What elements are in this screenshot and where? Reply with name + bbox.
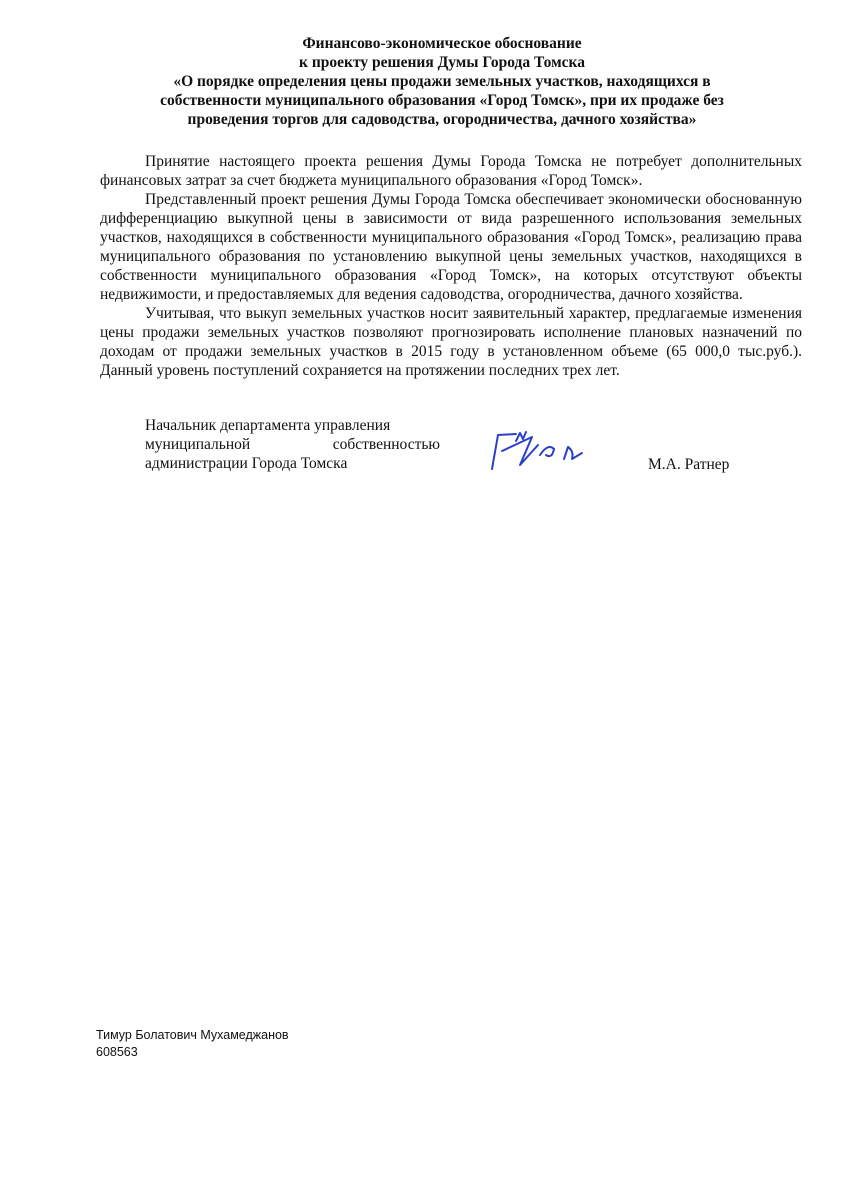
executor-phone: 608563 <box>96 1045 138 1059</box>
handwritten-signature <box>482 425 592 475</box>
heading-line-2: к проекту решения Думы Города Томска <box>299 54 585 71</box>
heading-line-1: Финансово-экономическое обоснование <box>302 35 582 52</box>
signature-stroke-2 <box>502 437 538 465</box>
executor-info <box>96 1027 289 1061</box>
paragraph-3: Учитывая, что выкуп земельных участков носит заявительный характер, предлагаемые изменения цены продажи земельных участков позволяют прогнозировать исполнение плановых назначений по доходам от продажи земельных участков в 2015 году в установленном объеме (65 000,0 тыс.руб.). Данный уровень поступлений сохраняется на протяжении последних трех лет. <box>100 305 802 379</box>
paragraph-1: Принятие настоящего проекта решения Думы Города Томска не потребует дополнительных финансовых затрат за счет бюджета муниципального образования «Город Томск». <box>100 153 802 189</box>
heading-line-5: проведения торгов для садоводства, огородничества, дачного хозяйства» <box>187 111 697 128</box>
signatory-position <box>145 416 440 473</box>
executor-name: Тимур Болатович Мухамеджанов <box>96 1028 289 1042</box>
position-line-3: администрации Города Томска <box>145 455 348 472</box>
signature-stroke-4 <box>540 447 554 456</box>
signature-stroke-5 <box>564 447 582 459</box>
heading-line-3: «О порядке определения цены продажи земельных участков, находящихся в <box>173 73 711 90</box>
document-heading <box>100 34 784 129</box>
position-line-2: муниципальной собственностью <box>145 436 440 453</box>
position-line-1: Начальник департамента управления <box>145 417 391 434</box>
heading-line-4: собственности муниципального образования «Город Томск», при их продаже без <box>160 92 724 109</box>
signer-name: М.А. Ратнер <box>648 456 730 473</box>
signature-stroke-1 <box>492 434 516 469</box>
document-body <box>100 152 802 380</box>
paragraph-2: Представленный проект решения Думы Города Томска обеспечивает экономически обоснованную дифференциацию выкупной цены в зависимости от вида разрешенного использования земельных участков, находящихся в собственности муниципального образования «Город Томск», реализацию права муниципального образования по установлению выкупной цены земельных участков, находящихся в собственности муниципального образования «Город Томск», на которых отсутствуют объекты недвижимости, и предоставляемых для ведения садоводства, огородничества, дачного хозяйства. <box>100 191 802 303</box>
